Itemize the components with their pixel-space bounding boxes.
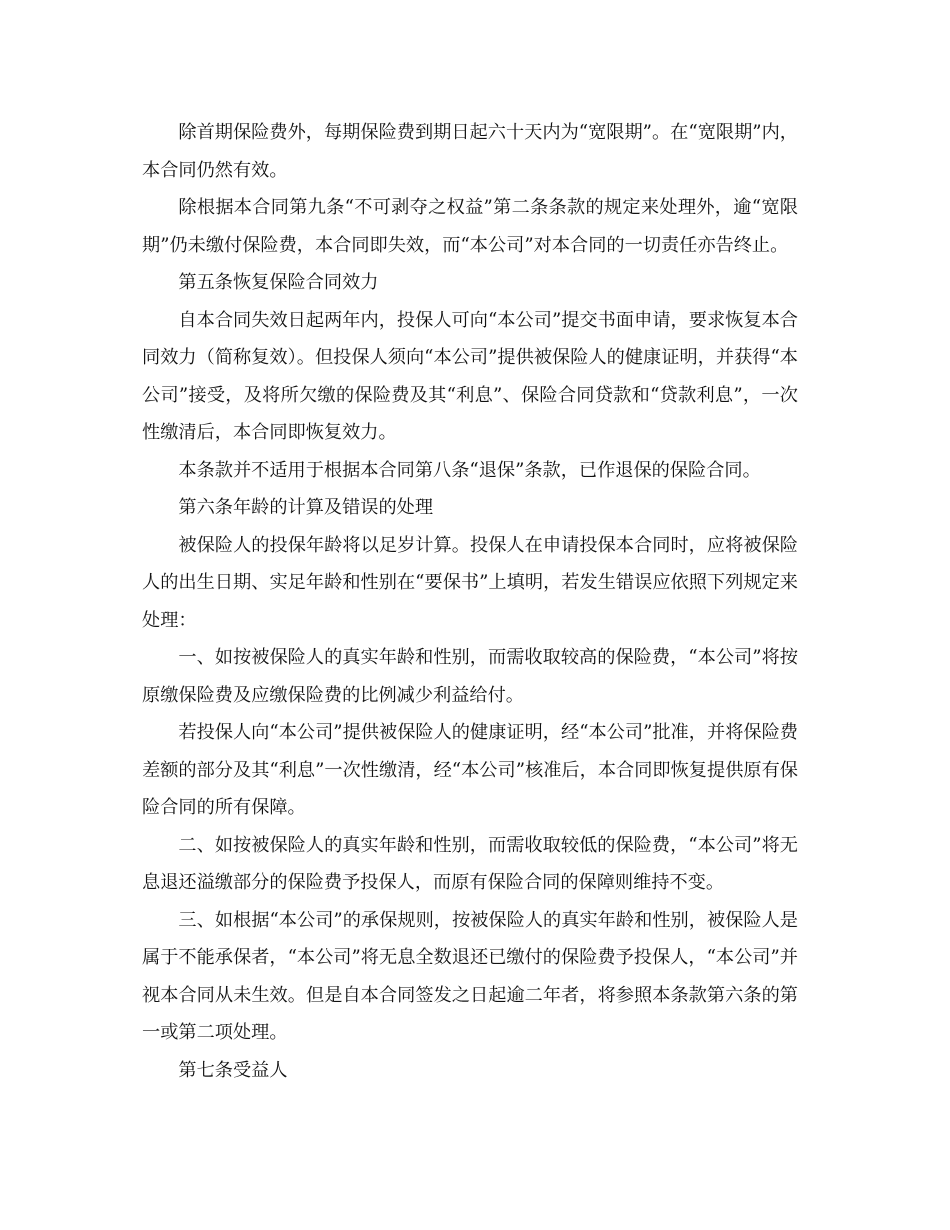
section-heading-article-6: 第六条年龄的计算及错误的处理 [178,497,434,518]
paragraph-reinstatement-exception: 本条款并不适用于根据本合同第八条“退保”条款，已作退保的保险合同。 [178,459,761,481]
section-heading-article-7: 第七条受益人 [178,1059,288,1081]
paragraph-rule-2: 二、如按被保险人的真实年龄和性别，而需收取较低的保险费，“本公司”将无息退还溢缴部分的保险费予投保人，而原有保险合同的保障则维持不变。 [142,834,798,893]
paragraph-rule-3: 三、如根据“本公司”的承保规则，按被保险人的真实年龄和性别，被保险人是属于不能承保者，“本公司”将无息全数退还已缴付的保险费予投保人，“本公司”并视本合同从未生效。但是自本合同签发之日起逾二年者，将参照本条款第六条的第一或第二项处理。 [142,909,798,1043]
paragraph-reinstatement: 自本合同失效日起两年内，投保人可向“本公司”提交书面申请，要求恢复本合同效力（简称复效）。但投保人须向“本公司”提供被保险人的健康证明，并获得“本公司”接受，及将所欠缴的保险费及其“利息”、保险合同贷款和“贷款利息”，一次性缴清后，本合同即恢复效力。 [142,309,798,443]
section-heading-article-5: 第五条恢复保险合同效力 [178,272,379,293]
paragraph-rule-1: 一、如按被保险人的真实年龄和性别，而需收取较高的保险费，“本公司”将按原缴保险费及应缴保险费的比例减少利益给付。 [142,647,798,706]
paragraph-rule-1-supplement: 若投保人向“本公司”提供被保险人的健康证明，经“本公司”批准，并将保险费差额的部分及其“利息”一次性缴清，经“本公司”核准后，本合同即恢复提供原有保险合同的所有保障。 [142,722,798,818]
paragraph-grace-period: 除首期保险费外，每期保险费到期日起六十天内为“宽限期”。在“宽限期”内，本合同仍然有效。 [142,122,798,181]
document-body [142,114,798,1089]
paragraph-age-calculation: 被保险人的投保年龄将以足岁计算。投保人在申请投保本合同时，应将被保险人的出生日期、实足年龄和性别在“要保书”上填明，若发生错误应依照下列规定来处理： [142,534,798,631]
paragraph-lapse: 除根据本合同第九条“不可剥夺之权益”第二条条款的规定来处理外，逾“宽限期”仍未缴付保险费，本合同即失效，而“本公司”对本合同的一切责任亦告终止。 [142,197,798,256]
